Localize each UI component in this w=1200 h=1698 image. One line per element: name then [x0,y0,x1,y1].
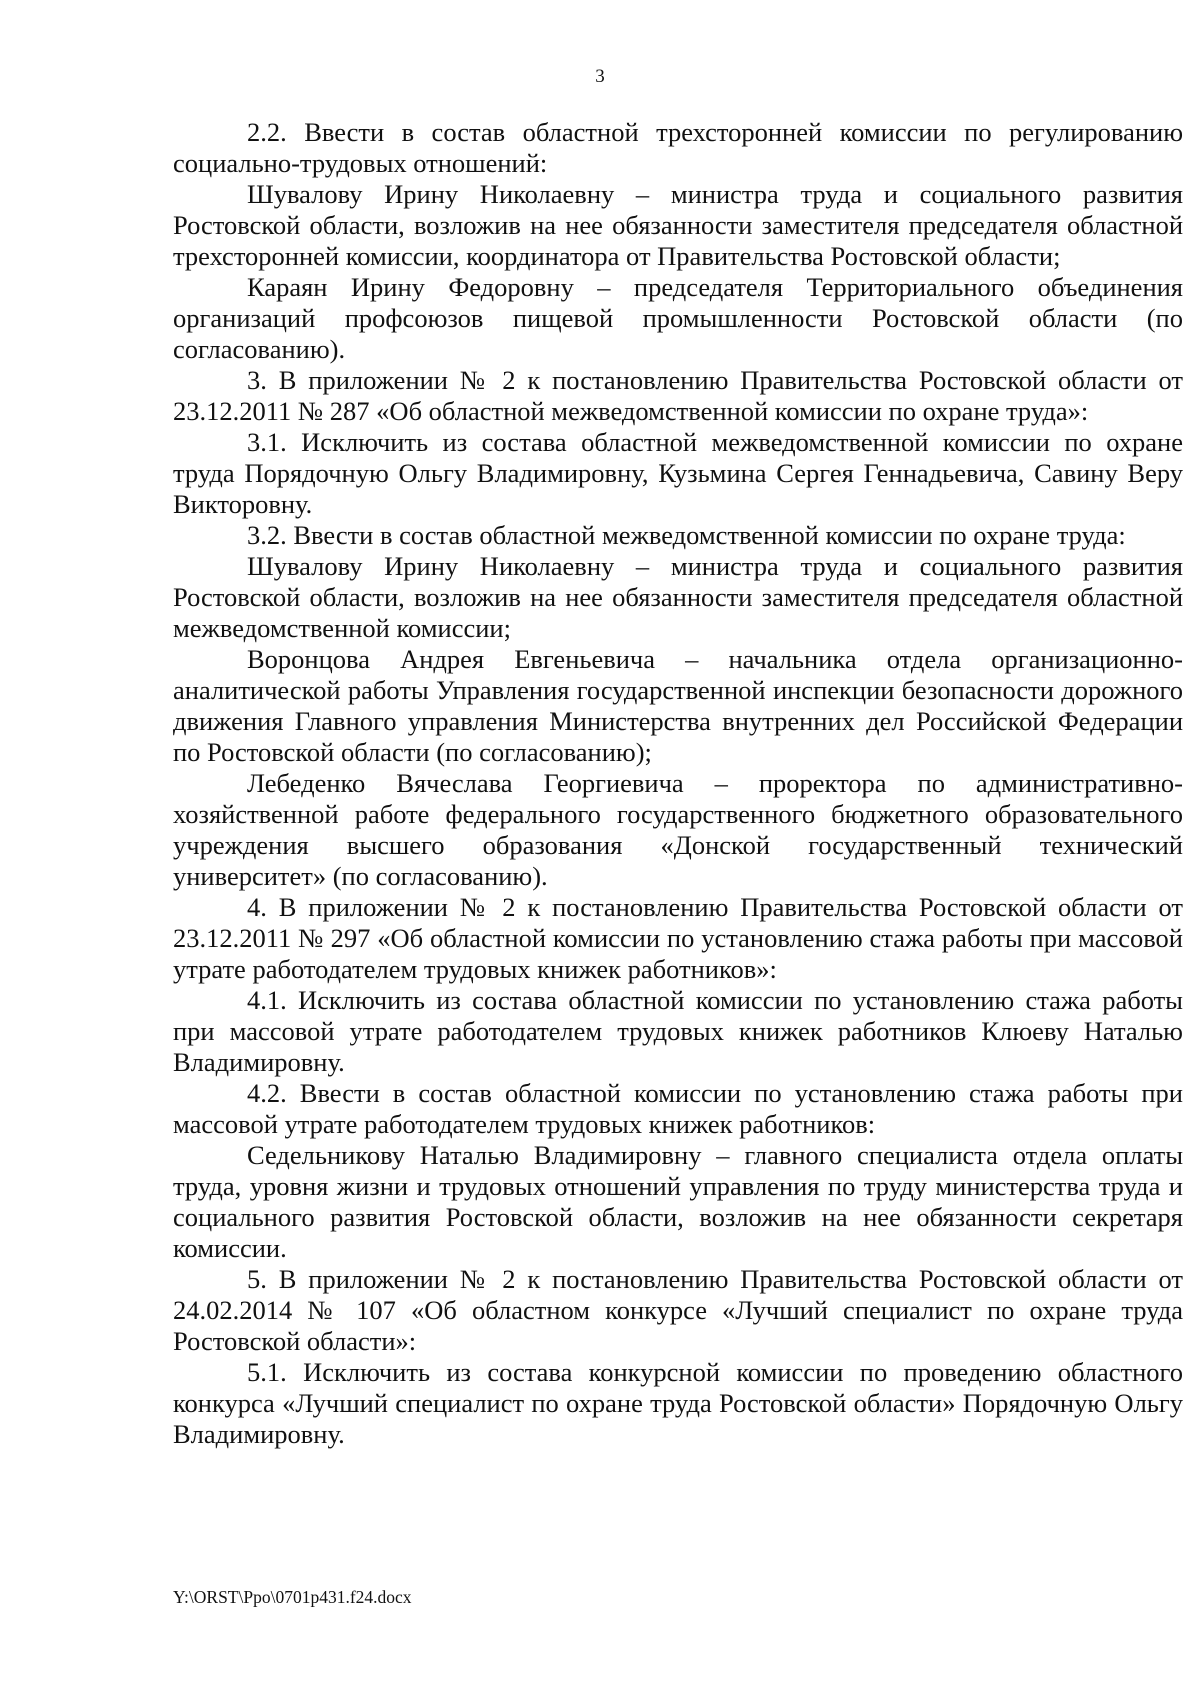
paragraph: 5. В приложении № 2 к постановлению Правительства Ростовской области от 24.02.2014 № 107 «Об областном конкурсе «Лучший специалист по охране труда Ростовской области»: [173,1264,1183,1356]
paragraph: 4.2. Ввести в состав областной комиссии по установлению стажа работы при массовой утрате работодателем трудовых книжек работников: [173,1078,1183,1139]
paragraph: 5.1. Исключить из состава конкурсной комиссии по проведению областного конкурса «Лучший специалист по охране труда Ростовской области» Порядочную Ольгу Владимировну. [173,1357,1183,1449]
paragraph: 3.2. Ввести в состав областной межведомственной комиссии по охране труда: [247,520,1126,550]
page-number: 3 [595,66,605,87]
paragraph: 3. В приложении № 2 к постановлению Правительства Ростовской области от 23.12.2011 № 287 «Об областной межведомственной комиссии по охране труда»: [173,365,1183,426]
paragraph: 3.1. Исключить из состава областной межведомственной комиссии по охране труда Порядочную Ольгу Владимировну, Кузьмина Сергея Геннадьевича, Савину Веру Викторовну. [173,427,1183,519]
file-path-footer: Y:\ORST\Ppo\0701p431.f24.docx [173,1587,412,1607]
paragraph: Седельникову Наталью Владимировну – главного специалиста отдела оплаты труда, уровня жизни и трудовых отношений управления по труду министерства труда и социального развития Ростовской области, возложив на нее обязанности секретаря комиссии. [173,1140,1183,1263]
paragraph: Лебеденко Вячеслава Георгиевича – проректора по административно-хозяйственной работе федерального государственного бюджетного образовательного учреждения высшего образования «Донской государственный технический университет» (по согласованию). [173,768,1183,891]
paragraph: Шувалову Ирину Николаевну – министра труда и социального развития Ростовской области, возложив на нее обязанности заместителя председателя областной межведомственной комиссии; [173,551,1183,643]
paragraph: Шувалову Ирину Николаевну – министра труда и социального развития Ростовской области, возложив на нее обязанности заместителя председателя областной трехсторонней комиссии, координатора от Правительства Ростовской области; [173,179,1183,271]
document-body [173,117,1183,1450]
paragraph: Караян Ирину Федоровну – председателя Территориального объединения организаций профсоюзов пищевой промышленности Ростовской области (по согласованию). [173,272,1183,364]
paragraph: 4. В приложении № 2 к постановлению Правительства Ростовской области от 23.12.2011 № 297 «Об областной комиссии по установлению стажа работы при массовой утрате работодателем трудовых книжек работников»: [173,892,1183,984]
paragraph: Воронцова Андрея Евгеньевича – начальника отдела организационно-аналитической работы Управления государственной инспекции безопасности дорожного движения Главного управления Министерства внутренних дел Российской Федерации по Ростовской области (по согласованию); [173,644,1183,767]
paragraph: 2.2. Ввести в состав областной трехсторонней комиссии по регулированию социально-трудовых отношений: [173,117,1183,178]
paragraph: 4.1. Исключить из состава областной комиссии по установлению стажа работы при массовой утрате работодателем трудовых книжек работников Клюеву Наталью Владимировну. [173,985,1183,1077]
